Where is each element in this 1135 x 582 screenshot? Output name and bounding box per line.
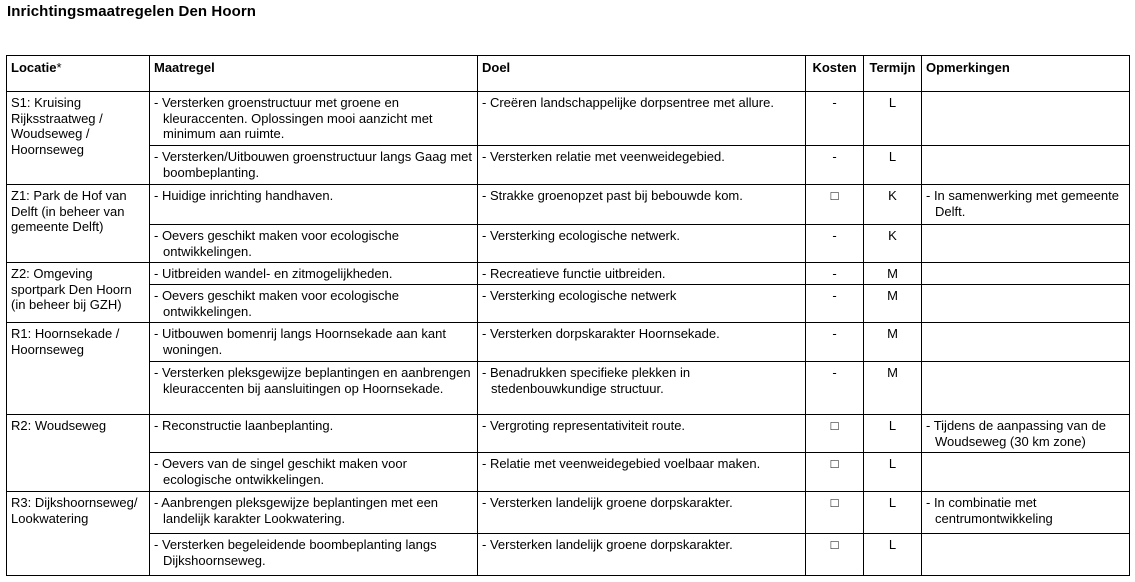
measure-cell xyxy=(150,362,478,415)
goal-text: - Versterking ecologische netwerk xyxy=(482,288,677,303)
term-cell: K xyxy=(864,225,922,263)
cost-cell: - xyxy=(806,225,864,263)
table-row xyxy=(7,225,1130,263)
goal-text: - Versterken landelijk groene dorpskarakter. xyxy=(482,495,733,510)
term-cell: M xyxy=(864,323,922,362)
goal-cell xyxy=(478,263,806,285)
measure-text: - Uitbouwen bomenrij langs Hoornsekade aan kant woningen. xyxy=(154,326,446,357)
measure-cell xyxy=(150,453,478,492)
header-doel: Doel xyxy=(478,56,806,92)
measure-cell xyxy=(150,534,478,576)
cost-cell: - xyxy=(806,146,864,185)
goal-text: - Versterking ecologische netwerk. xyxy=(482,228,680,243)
goal-text: - Versterken relatie met veenweidegebied. xyxy=(482,149,725,164)
cost-cell: □ xyxy=(806,492,864,534)
remarks-cell xyxy=(922,453,1130,492)
table-row xyxy=(7,415,1130,453)
goal-cell xyxy=(478,146,806,185)
measure-cell xyxy=(150,415,478,453)
measure-cell xyxy=(150,492,478,534)
measures-table xyxy=(6,55,1130,576)
table-row xyxy=(7,285,1130,323)
remarks-text: - In samenwerking met gemeente Delft. xyxy=(926,188,1119,219)
goal-text: - Versterken dorpskarakter Hoornsekade. xyxy=(482,326,720,341)
header-termijn: Termijn xyxy=(864,56,922,92)
header-locatie: Locatie* xyxy=(7,56,150,92)
cost-cell: - xyxy=(806,362,864,415)
measure-text: - Versterken pleksgewijze beplantingen en aanbrengen kleuraccenten bij aansluitingen op Hoornsekade. xyxy=(154,365,471,396)
remarks-cell xyxy=(922,146,1130,185)
measure-cell xyxy=(150,323,478,362)
table-header-row xyxy=(7,56,1130,92)
remarks-cell xyxy=(922,362,1130,415)
goal-text: - Creëren landschappelijke dorpsentree met allure. xyxy=(482,95,774,110)
cost-cell: - xyxy=(806,323,864,362)
measure-text: - Oevers van de singel geschikt maken voor ecologische ontwikkelingen. xyxy=(154,456,407,487)
remarks-cell xyxy=(922,534,1130,576)
table-row xyxy=(7,323,1130,362)
remarks-text: - Tijdens de aanpassing van de Woudseweg (30 km zone) xyxy=(926,418,1106,449)
goal-cell xyxy=(478,453,806,492)
goal-cell xyxy=(478,362,806,415)
header-kosten: Kosten xyxy=(806,56,864,92)
cost-cell: □ xyxy=(806,534,864,576)
goal-cell xyxy=(478,323,806,362)
location-cell: Z1: Park de Hof van Delft (in beheer van gemeente Delft) xyxy=(7,185,150,263)
cost-cell: □ xyxy=(806,415,864,453)
term-cell: M xyxy=(864,285,922,323)
measure-text: - Versterken begeleidende boombeplanting langs Dijkshoornseweg. xyxy=(154,537,437,568)
location-cell: R1: Hoornsekade / Hoornseweg xyxy=(7,323,150,415)
goal-cell xyxy=(478,492,806,534)
remarks-cell xyxy=(922,415,1130,453)
goal-cell xyxy=(478,185,806,225)
cost-cell: - xyxy=(806,263,864,285)
table-row xyxy=(7,453,1130,492)
measure-cell xyxy=(150,263,478,285)
term-cell: L xyxy=(864,453,922,492)
cost-cell: □ xyxy=(806,453,864,492)
measure-text: - Oevers geschikt maken voor ecologische ontwikkelingen. xyxy=(154,228,399,259)
goal-text: - Relatie met veenweidegebied voelbaar maken. xyxy=(482,456,761,471)
remarks-cell xyxy=(922,92,1130,146)
remarks-cell xyxy=(922,492,1130,534)
table-row xyxy=(7,492,1130,534)
goal-text: - Strakke groenopzet past bij bebouwde kom. xyxy=(482,188,743,203)
measure-text: - Reconstructie laanbeplanting. xyxy=(154,418,334,433)
measure-text: - Versterken/Uitbouwen groenstructuur langs Gaag met boombeplanting. xyxy=(154,149,472,180)
table-row xyxy=(7,263,1130,285)
table-row xyxy=(7,534,1130,576)
location-cell: Z2: Omgeving sportpark Den Hoorn (in beheer bij GZH) xyxy=(7,263,150,323)
measure-cell xyxy=(150,146,478,185)
location-cell: R2: Woudseweg xyxy=(7,415,150,492)
measure-cell xyxy=(150,92,478,146)
goal-cell xyxy=(478,225,806,263)
term-cell: L xyxy=(864,146,922,185)
table-row xyxy=(7,146,1130,185)
table-row xyxy=(7,362,1130,415)
measure-text: - Oevers geschikt maken voor ecologische ontwikkelingen. xyxy=(154,288,399,319)
cost-cell: □ xyxy=(806,185,864,225)
term-cell: K xyxy=(864,185,922,225)
term-cell: M xyxy=(864,263,922,285)
table-row xyxy=(7,185,1130,225)
goal-text: - Vergroting representativiteit route. xyxy=(482,418,686,433)
header-maatregel: Maatregel xyxy=(150,56,478,92)
remarks-cell xyxy=(922,185,1130,225)
goal-cell xyxy=(478,534,806,576)
term-cell: L xyxy=(864,415,922,453)
remarks-cell xyxy=(922,263,1130,285)
term-cell: L xyxy=(864,534,922,576)
measure-text: - Uitbreiden wandel- en zitmogelijkheden. xyxy=(154,266,393,281)
measure-text: - Versterken groenstructuur met groene en kleuraccenten. Oplossingen mooi aanzicht met minimum aan ruimte. xyxy=(154,95,433,141)
goal-text: - Benadrukken specifieke plekken in stedenbouwkundige structuur. xyxy=(482,365,691,396)
header-opmerkingen: Opmerkingen xyxy=(922,56,1130,92)
measure-text: - Huidige inrichting handhaven. xyxy=(154,188,334,203)
term-cell: L xyxy=(864,92,922,146)
location-cell: R3: Dijkshoornseweg/ Lookwatering xyxy=(7,492,150,576)
measure-text: - Aanbrengen pleksgewijze beplantingen met een landelijk karakter Lookwatering. xyxy=(154,495,439,526)
term-cell: M xyxy=(864,362,922,415)
measure-cell xyxy=(150,185,478,225)
goal-text: - Recreatieve functie uitbreiden. xyxy=(482,266,666,281)
remarks-text: - In combinatie met centrumontwikkeling xyxy=(926,495,1053,526)
table-row xyxy=(7,92,1130,146)
remarks-cell xyxy=(922,285,1130,323)
cost-cell: - xyxy=(806,92,864,146)
remarks-cell xyxy=(922,225,1130,263)
term-cell: L xyxy=(864,492,922,534)
measure-cell xyxy=(150,225,478,263)
goal-text: - Versterken landelijk groene dorpskarakter. xyxy=(482,537,733,552)
goal-cell xyxy=(478,285,806,323)
cost-cell: - xyxy=(806,285,864,323)
goal-cell xyxy=(478,92,806,146)
measure-cell xyxy=(150,285,478,323)
goal-cell xyxy=(478,415,806,453)
document-title: Inrichtingsmaatregelen Den Hoorn xyxy=(7,3,257,20)
location-cell: S1: Kruising Rijksstraatweg / Woudseweg / Hoornseweg xyxy=(7,92,150,185)
remarks-cell xyxy=(922,323,1130,362)
